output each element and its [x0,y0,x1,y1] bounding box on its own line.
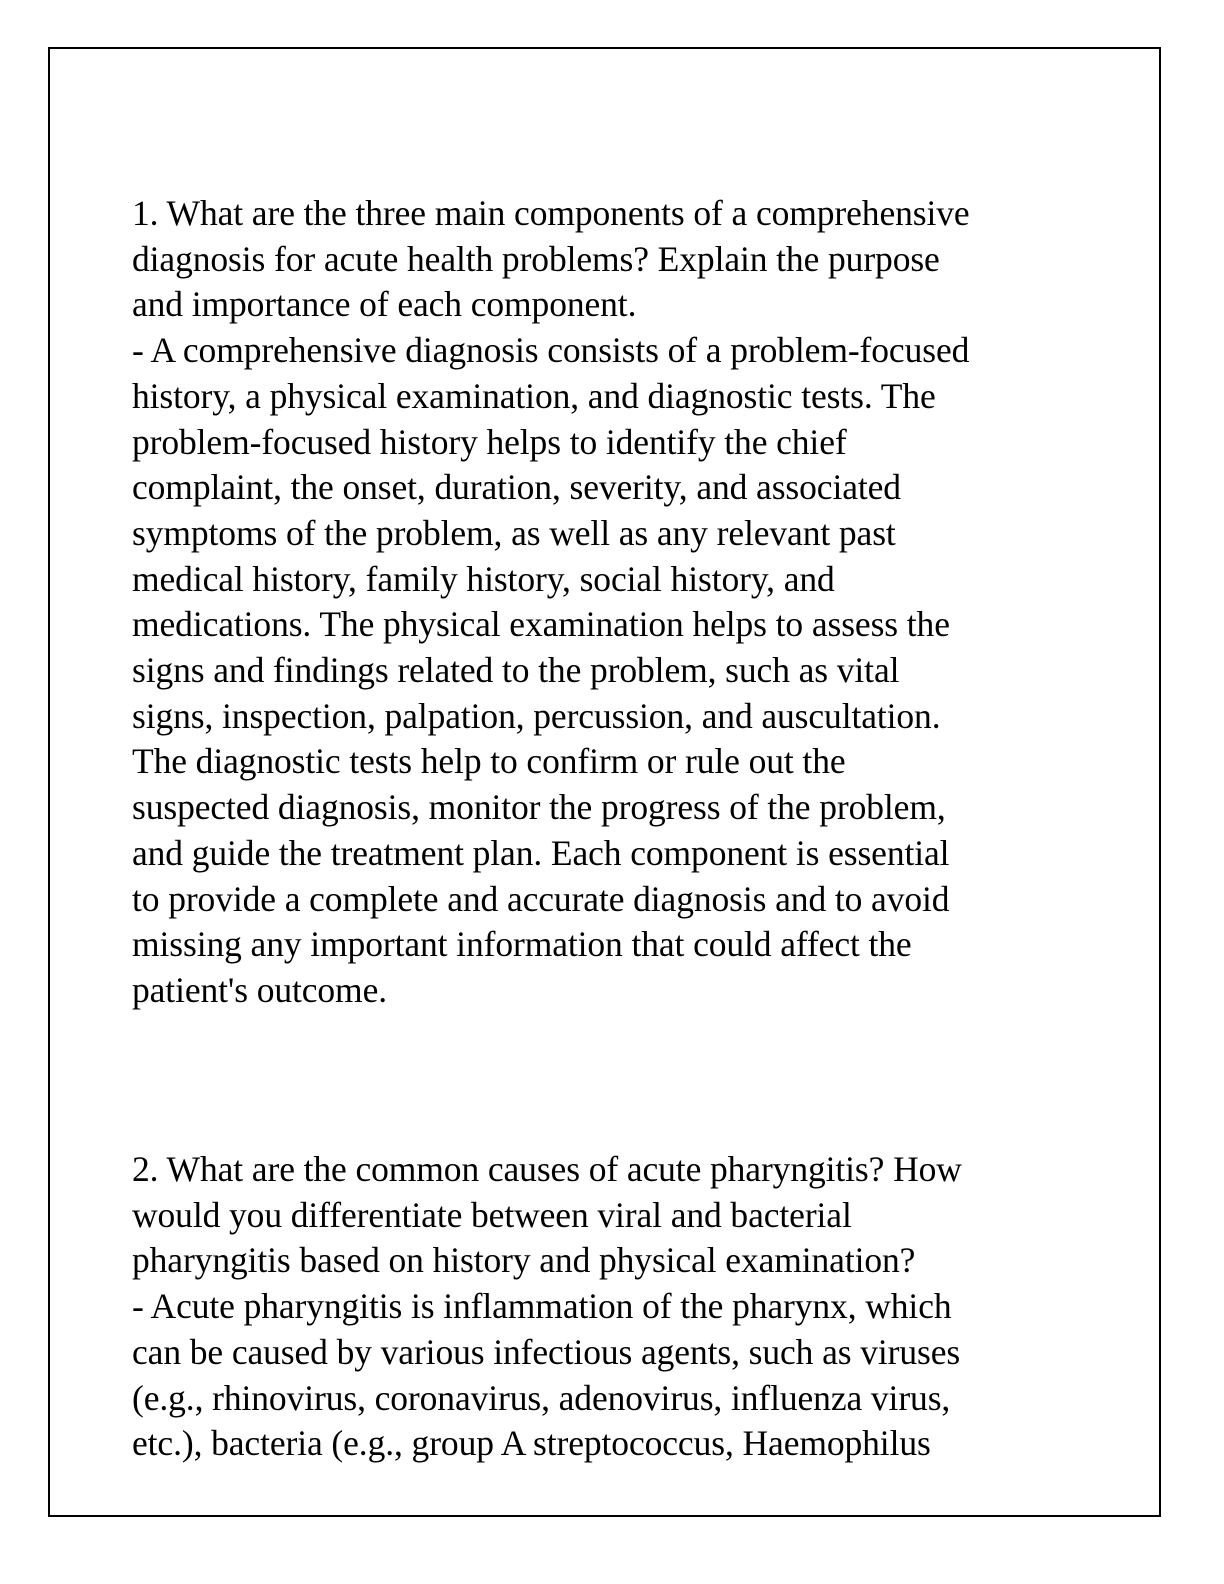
question-1-block [132,191,1132,1014]
answer-1-line: and guide the treatment plan. Each component is essential [132,832,950,873]
question-2-block [132,1147,1132,1467]
question-1-heading-line: diagnosis for acute health problems? Explain the purpose [132,238,940,279]
answer-2-line: etc.), bacteria (e.g., group A streptococcus, Haemophilus [132,1423,931,1464]
answer-1-line: The diagnostic tests help to confirm or rule out the [132,741,846,782]
question-2-heading-line: 2. What are the common causes of acute pharyngitis? How [132,1149,962,1189]
answer-1-line: history, a physical examination, and diagnostic tests. The [132,375,936,416]
answer-1-line: signs and findings related to the problem, such as vital [132,650,900,691]
answer-1-line: patient's outcome. [132,969,388,1010]
answer-2-line: can be caused by various infectious agents, such as viruses [132,1331,961,1372]
question-2-heading-line: pharyngitis based on history and physical examination? [132,1240,916,1281]
answer-1-line: complaint, the onset, duration, severity, and associated [132,467,901,508]
question-2-heading-line: would you differentiate between viral and bacterial [132,1194,852,1235]
question-1-heading-line: and importance of each component. [132,284,637,325]
answer-2-line: (e.g., rhinovirus, coronavirus, adenovirus, influenza virus, [132,1377,951,1418]
answer-1-line: medical history, family history, social history, and [132,558,835,599]
answer-1-line: signs, inspection, palpation, percussion, and auscultation. [132,695,941,736]
answer-2-line: - Acute pharyngitis is inflammation of the pharynx, which [132,1286,952,1327]
answer-1-line: suspected diagnosis, monitor the progress of the problem, [132,787,946,828]
answer-1-line: symptoms of the problem, as well as any relevant past [132,512,896,553]
question-1-heading-line: 1. What are the three main components of a comprehensive [132,193,970,233]
answer-1-line: missing any important information that could affect the [132,924,912,965]
answer-1-line: medications. The physical examination helps to assess the [132,604,950,645]
answer-1-line: problem-focused history helps to identify the chief [132,421,847,462]
answer-1-line: to provide a complete and accurate diagnosis and to avoid [132,878,950,919]
answer-1-line: - A comprehensive diagnosis consists of a problem-focused [132,330,970,371]
